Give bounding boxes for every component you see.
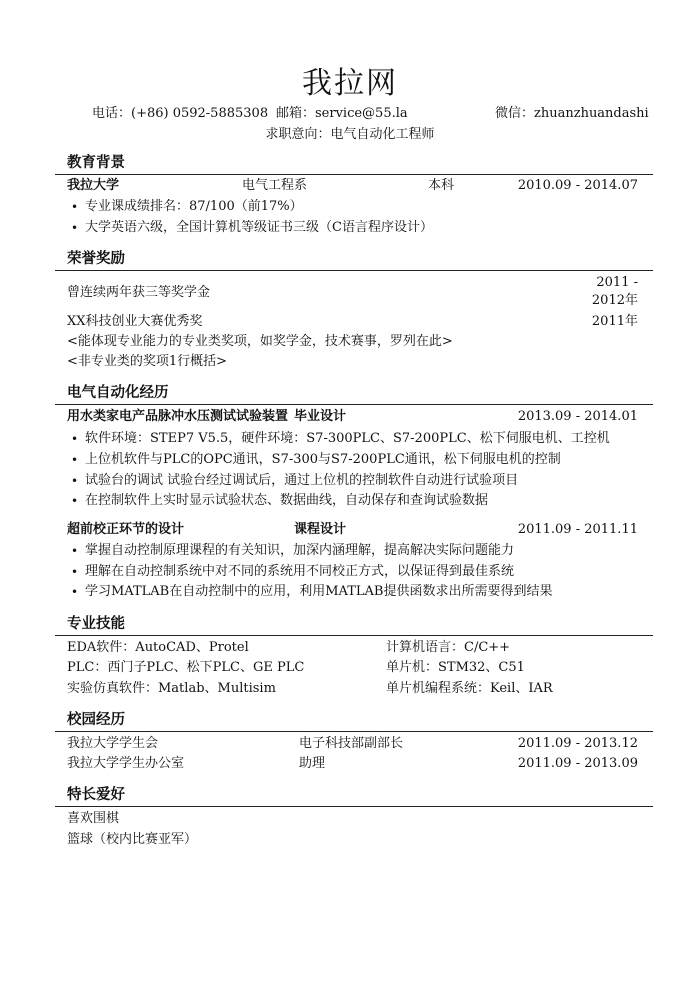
project-dates: 2011.09 - 2011.11	[517, 522, 638, 537]
job-objective: 求职意向：电气自动化工程师	[265, 127, 435, 142]
section-heading-education: 教育背景	[67, 154, 125, 171]
section-heading-honors: 荣誉奖励	[67, 250, 125, 267]
skill-item: PLC：西门子PLC、松下PLC、GE PLC	[67, 660, 305, 675]
honor-item: <非专业类的奖项1行概括>	[67, 354, 228, 369]
campus-org: 我拉大学学生办公室	[67, 756, 185, 771]
education-major: 电气工程系	[242, 178, 308, 193]
project-type: 课程设计	[294, 522, 347, 537]
skill-item: 实验仿真软件：Matlab、Multisim	[67, 681, 276, 696]
section-heading-experience: 电气自动化经历	[67, 384, 169, 401]
section-heading-skills: 专业技能	[67, 615, 125, 632]
project-type: 毕业设计	[294, 409, 347, 424]
project-bullet: • 掌握自动控制原理课程的有关知识，加深内涵理解，提高解决实际问题能力	[85, 542, 514, 560]
campus-role: 助理	[299, 756, 326, 771]
skill-item: 单片机：STM32、C51	[386, 660, 525, 675]
project-bullet: • 上位机软件与PLC的OPC通讯，S7-300与S7-200PLC通讯，松下伺服电机的控制	[85, 451, 561, 469]
education-bullet: • 专业课成绩排名：87/100（前17%）	[85, 198, 303, 216]
contact-phone: 电话：(+86) 0592-5885308	[92, 106, 269, 121]
hobby-item: 喜欢围棋	[67, 811, 120, 826]
education-degree: 本科	[428, 178, 455, 193]
honor-item: <能体现专业能力的专业类奖项，如奖学金，技术赛事，罗列在此>	[67, 334, 453, 349]
education-school: 我拉大学	[67, 178, 120, 193]
resume-name: 我拉网	[302, 66, 398, 101]
section-divider	[55, 635, 653, 636]
section-divider	[55, 174, 653, 175]
campus-dates: 2011.09 - 2013.09	[517, 756, 638, 771]
honor-item: 曾连续两年获三等奖学金	[67, 285, 211, 300]
contact-email: 邮箱：service@55.la	[276, 106, 408, 121]
honor-item: XX科技创业大赛优秀奖	[67, 314, 203, 329]
section-heading-hobbies: 特长爱好	[67, 786, 125, 803]
project-bullet: • 理解在自动控制系统中对不同的系统用不同校正方式，以保证得到最佳系统	[85, 563, 514, 581]
education-dates: 2010.09 - 2014.07	[517, 178, 638, 193]
skill-item: 单片机编程系统：Keil、IAR	[386, 681, 553, 696]
campus-dates: 2011.09 - 2013.12	[517, 736, 638, 751]
section-divider	[55, 806, 653, 807]
section-divider	[55, 404, 653, 405]
skill-item: 计算机语言：C/C++	[386, 640, 511, 655]
project-bullet: • 软件环境：STEP7 V5.5，硬件环境：S7-300PLC、S7-200PLC、松下伺服电机、工控机	[85, 430, 610, 448]
campus-org: 我拉大学学生会	[67, 736, 159, 751]
project-dates: 2013.09 - 2014.01	[517, 409, 638, 424]
project-bullet: • 在控制软件上实时显示试验状态、数据曲线，自动保存和查询试验数据	[85, 492, 488, 510]
project-title: 超前校正环节的设计	[67, 522, 185, 537]
section-divider	[55, 270, 653, 271]
honor-date: 2011 -	[596, 275, 638, 290]
honor-date: 2012年	[591, 293, 638, 308]
project-title: 用水类家电产品脉冲水压测试试验装置	[67, 409, 289, 424]
hobby-item: 篮球（校内比赛亚军）	[67, 832, 198, 847]
project-bullet: • 试验台的调试 试验台经过调试后，通过上位机的控制软件自动进行试验项目	[85, 472, 518, 490]
skill-item: EDA软件：AutoCAD、Protel	[67, 640, 249, 655]
education-bullet: • 大学英语六级，全国计算机等级证书三级（C语言程序设计）	[85, 219, 433, 237]
project-bullet: • 学习MATLAB在自动控制中的应用，利用MATLAB提供函数求出所需要得到结果	[85, 583, 552, 601]
honor-date: 2011年	[591, 314, 638, 329]
campus-role: 电子科技部副部长	[299, 736, 404, 751]
section-divider	[55, 731, 653, 732]
contact-wechat: 微信：zhuanzhuandashi	[495, 106, 649, 121]
section-heading-campus: 校园经历	[67, 711, 125, 728]
